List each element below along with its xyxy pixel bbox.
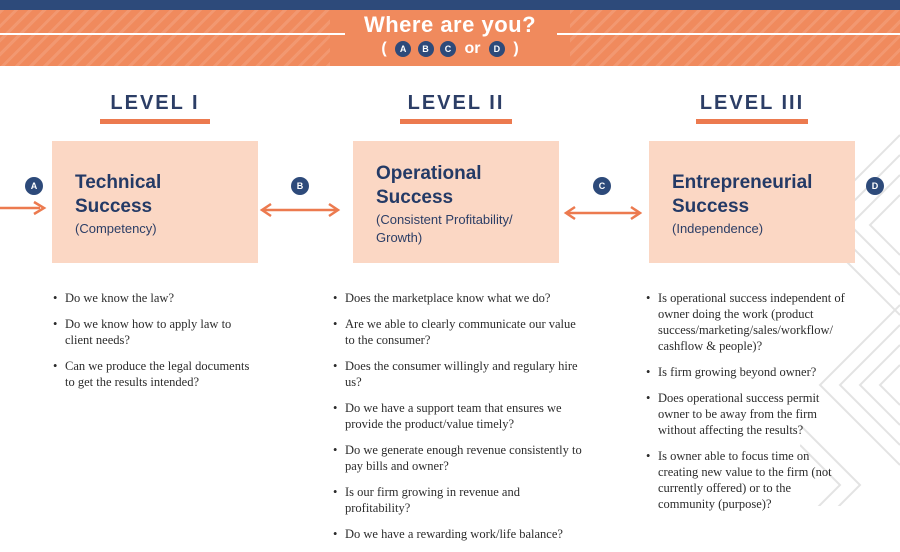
marker-b-badge: B: [291, 177, 309, 195]
operational-success-box: [353, 141, 559, 263]
list-item: • Can we produce the legal documents to get the results intended?: [53, 358, 253, 390]
list-item: • Is operational success independent of owner doing the work (product success/marketing/sales/workflow/ cashflow & people)?: [646, 290, 846, 354]
list-item: • Is firm growing beyond owner?: [646, 364, 846, 380]
list-item: • Does the marketplace know what we do?: [333, 290, 588, 306]
question-banner: [0, 10, 900, 66]
box-3-subtitle: (Independence): [672, 221, 764, 236]
option-d-badge: D: [489, 41, 505, 57]
entrepreneurial-success-title: [672, 171, 812, 238]
arrow-into-level-1: [0, 200, 48, 216]
list-item: • Does the consumer willingly and regulary hire us?: [333, 358, 588, 390]
list-item: • Is owner able to focus time on creating new value to the firm (not currently offered) or to the community (purpose)?: [646, 448, 846, 512]
top-bar: [0, 0, 900, 10]
double-arrow-b: [259, 202, 341, 218]
or-word: or: [464, 40, 481, 57]
list-item: • Do we have a rewarding work/life balance?: [333, 526, 588, 542]
box-2-title-line1: Operational: [376, 163, 482, 184]
box-2-title-line2: Success: [376, 187, 454, 208]
list-item: • Is our firm growing in revenue and profitability?: [333, 484, 588, 516]
marker-a-badge: A: [25, 177, 43, 195]
level-1-questions: [53, 290, 253, 400]
level-3-heading: [696, 92, 808, 124]
list-item: • Does operational success permit owner to be away from the firm without affecting the results?: [646, 390, 846, 438]
level-2-questions: [333, 290, 588, 552]
marker-c-badge: C: [593, 177, 611, 195]
list-item: • Do we know how to apply law to client needs?: [53, 316, 253, 348]
level-2-heading: [400, 92, 512, 124]
option-b-badge: B: [418, 41, 434, 57]
entrepreneurial-success-box: [649, 141, 855, 263]
level-3-heading-text: LEVEL III: [699, 92, 805, 114]
operational-success-title: [376, 162, 546, 247]
box-2-subtitle: (Consistent Profitability/ Growth): [376, 212, 513, 245]
double-arrow-c: [563, 205, 643, 221]
list-item: • Do we have a support team that ensures we provide the product/value timely?: [333, 400, 588, 432]
technical-success-title: [75, 171, 161, 238]
list-item: • Are we able to clearly communicate our value to the consumer?: [333, 316, 588, 348]
list-item: • Do we know the law?: [53, 290, 253, 306]
level-3-underline: [696, 119, 808, 124]
box-1-title-line1: Technical: [75, 172, 162, 193]
open-paren: (: [381, 40, 387, 57]
box-3-title-line2: Success: [672, 196, 750, 217]
level-1-underline: [100, 119, 210, 124]
level-2-underline: [400, 119, 512, 124]
option-c-badge: C: [440, 41, 456, 57]
banner-options: [0, 40, 900, 58]
box-1-title-line2: Success: [75, 196, 153, 217]
level-2-heading-text: LEVEL II: [407, 92, 505, 114]
banner-title: Where are you?: [363, 12, 537, 37]
marker-d-badge: D: [866, 177, 884, 195]
close-paren: ): [513, 40, 519, 57]
level-1-heading: [100, 92, 210, 124]
technical-success-box: [52, 141, 258, 263]
list-item: • Do we generate enough revenue consistently to pay bills and owner?: [333, 442, 588, 474]
box-1-subtitle: (Competency): [75, 221, 157, 236]
box-3-title-line1: Entrepreneurial: [672, 172, 813, 193]
level-3-questions: [646, 290, 846, 522]
level-1-heading-text: LEVEL I: [110, 92, 200, 114]
option-a-badge: A: [395, 41, 411, 57]
